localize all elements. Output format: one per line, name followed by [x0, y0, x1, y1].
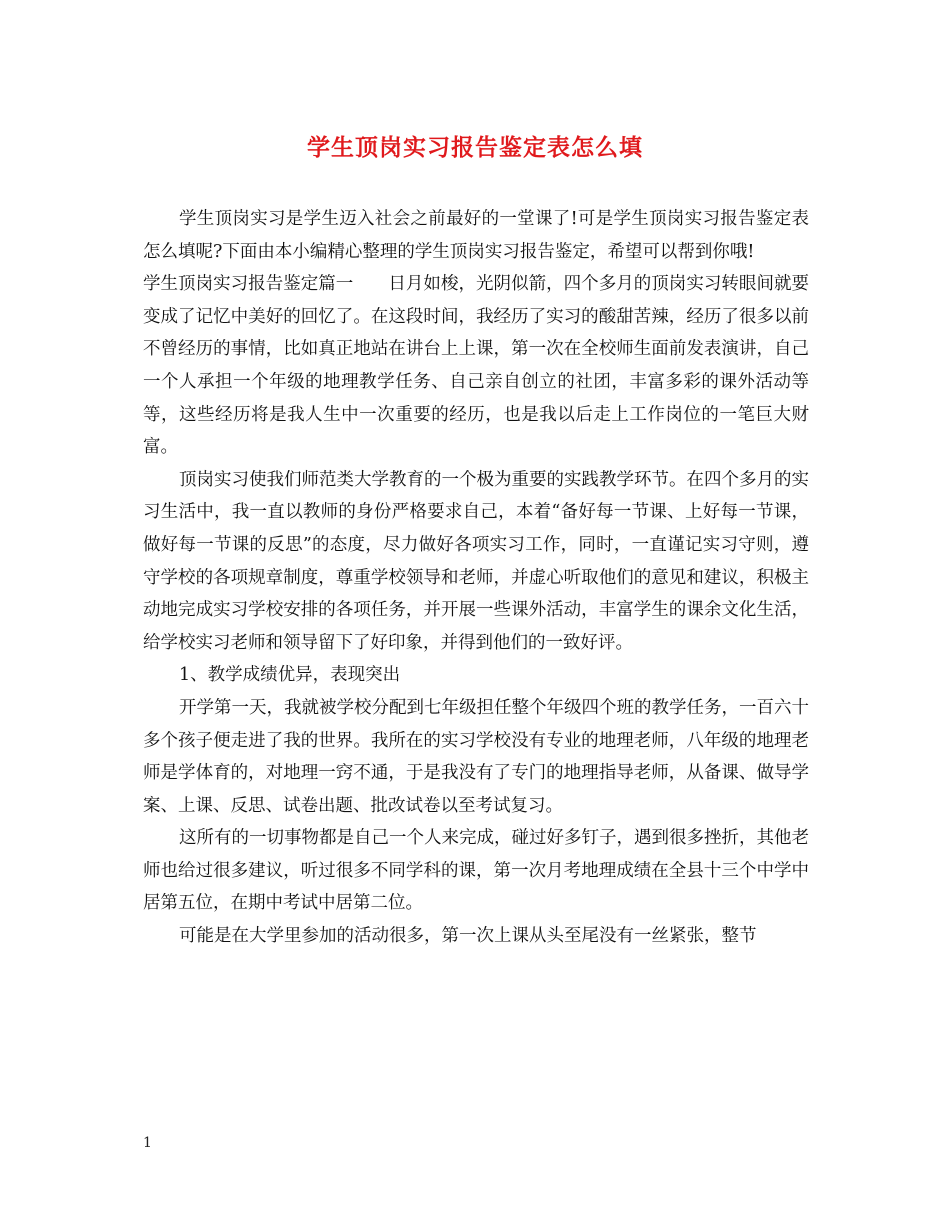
paragraph-results: 这所有的一切事物都是自己一个人来完成，碰过好多钉子，遇到很多挫折，其他老师也给过很多建议，听过很多不同学科的课，第一次月考地理成绩在全县十三个中学中居第五位，在期中考试中居第二位。	[143, 828, 809, 914]
document-title: 学生顶岗实习报告鉴定表怎么填	[307, 134, 643, 161]
paragraph-practice: 顶岗实习使我们师范类大学教育的一个极为重要的实践教学环节。在四个多月的实习生活中，我一直以教师的身份严格要求自己，本着“备好每一节课、上好每一节课，做好每一节课的反思”的态度，尽力做好各项实习工作，同时，一直谨记实习守则，遵守学校的各项规章制度，尊重学校领导和老师，并虚心听取他们的意见和建议，积极主动地完成实习学校安排的各项任务，并开展一些课外活动，丰富学生的课余文化生活，给学校实习老师和领导留下了好印象，并得到他们的一致好评。	[143, 469, 809, 653]
paragraph-activities: 可能是在大学里参加的活动很多，第一次上课从头至尾没有一丝紧张，整节	[179, 926, 757, 947]
paragraph-first-day: 开学第一天，我就被学校分配到七年级担任整个年级四个班的教学任务，一百六十多个孩子便走进了我的世界。我所在的实习学校没有专业的地理老师，八年级的地理老师是学体育的，对地理一窍不通，于是我没有了专门的地理指导老师，从备课、做导学案、上课、反思、试卷出题、批改试卷以至考试复习。	[143, 697, 809, 816]
document-body	[143, 203, 809, 953]
section-heading-teaching: 1、教学成绩优异，表现突出	[179, 665, 401, 686]
page-number: 1	[143, 1135, 152, 1151]
paragraph-intro: 学生顶岗实习是学生迈入社会之前最好的一堂课了!可是学生顶岗实习报告鉴定表怎么填呢?下面由本小编精心整理的学生顶岗实习报告鉴定，希望可以帮到你哦!	[143, 209, 809, 262]
paragraph-section-one: 学生顶岗实习报告鉴定篇一 日月如梭，光阴似箭，四个多月的顶岗实习转眼间就要变成了记忆中美好的回忆了。在这段时间，我经历了实习的酸甜苦辣，经历了很多以前不曾经历的事情，比如真正地站在讲台上上课，第一次在全校师生面前发表演讲，自己一个人承担一个年级的地理教学任务、自己亲自创立的社团，丰富多彩的课外活动等等，这些经历将是我人生中一次重要的经历，也是我以后走上工作岗位的一笔巨大财富。	[143, 274, 809, 458]
